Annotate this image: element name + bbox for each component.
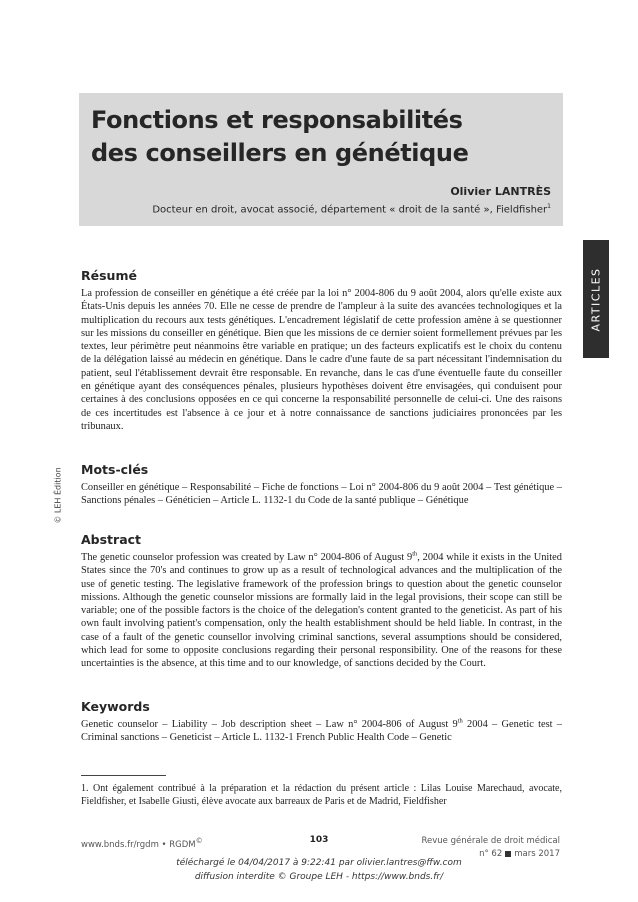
abstract-text [81, 551, 562, 671]
footnote-divider [81, 775, 166, 776]
affiliation-footnote-ref[interactable]: 1 [547, 203, 551, 210]
copyright-vertical [51, 440, 65, 550]
abstract-heading: Abstract [81, 532, 142, 547]
footer-website-text[interactable]: www.bnds.fr/rgdm • RGDM [81, 839, 196, 850]
affiliation-text: Docteur en droit, avocat associé, département « droit de la santé », Fieldfisher [152, 204, 548, 216]
author-affiliation [152, 203, 551, 215]
copyright-text: © LEH Édition [53, 466, 63, 524]
mots-cles-section [81, 462, 562, 508]
abstract-text-part-1: The genetic counselor profession was created by Law n° 2004-806 of August 9 [81, 552, 413, 563]
footnote: 1. Ont également contribué à la préparation et la rédaction du présent article : Lilas Louise Marechaud, avocate, Fieldfisher, et Isabelle Giusti, élève avocate aux barreaux de Paris et de Madrid, Fieldfisher [81, 783, 562, 807]
title-line-1: Fonctions et responsabilités [91, 106, 463, 134]
keywords-text [81, 718, 562, 745]
abstract-superscript: th [412, 550, 418, 558]
article-title [91, 104, 468, 170]
footer-website-sup: © [195, 836, 203, 845]
resume-section [81, 268, 562, 433]
mots-cles-text: Conseiller en génétique – Responsabilité – Fiche de fonctions – Loi n° 2004-806 du 9 août 2004 – Test génétique – Sanctions pénales – Généticien – Article L. 1132-1 du Code de la santé publique – Génétique [81, 482, 562, 507]
issue-date: mars 2017 [514, 849, 560, 859]
keywords-text-part-2: 2004 – Genetic test – Criminal sanctions – Geneticist – Article L. 1132-1 French Public Health Code – Genetic [81, 719, 562, 744]
issue-number: n° 62 [479, 849, 503, 859]
section-tab-articles [583, 240, 609, 358]
download-notice: téléchargé le 04/04/2017 à 9:22:41 par olivier.lantres@ffw.com [176, 858, 462, 868]
title-line-2: des conseillers en génétique [91, 139, 469, 167]
resume-text: La profession de conseiller en génétique a été créée par la loi n° 2004-806 du 9 août 2004, alors qu'elle existe aux États-Unis depuis les années 70. Elle ne cesse de prendre de l'ampleur à la suite des avancées technologiques et la multiplication du recours aux tests génétiques. L'encadrement législatif de cette profession amène à se questionner sur les missions du conseiller en génétique. Bien que les missions de ce dernier soient formellement prévues par les textes, leur périmètre peut néanmoins être variable en pratique; un des facteurs explicatifs est le choix du contenu de la délégation laissé au médecin en génétique. Dans le cadre d'une faute de sa part nécessitant l'indemnisation du patient, seul l'établissement devrait être responsable. En revanche, dans le cas d'une éventuelle faute du conseiller en génétique ayant des conséquences pénales, plusieurs hypothèses doivent être envisagées, qui conduisent pour certaines à des conclusions opposées en ce qui concerne la responsabilité personnelle de celui-ci. Une des raisons de ces incertitudes est l'absence à ce jour et à notre connaissance de sanctions judiciaires prononcées par les tribunaux. [81, 288, 562, 432]
abstract-section [81, 532, 562, 671]
distribution-notice: diffusion interdite © Groupe LEH - https://www.bnds.fr/ [194, 872, 444, 882]
mots-cles-heading: Mots-clés [81, 462, 149, 477]
abstract-text-part-2: , 2004 while it exists in the United States since the 70's and continues to grow up as a result of technological advances and the multiplication of the use of genetic testing. The legislative framework of the profession brings to question about the genetic counselor missions. Although the genetic counselor missions are formally laid in the legal provisions, their scope can still be variable; one of the possible factors is the choice of the delegation's content granted to the geneticist. As part of his own fault involving patient's compensation, only the health establishment should be held liable. In contrast, in the case of a fault of the genetic counsellor involving criminal sanctions, several assumptions should be considered, which lead for some to opposite conclusions regarding their personal responsibility. One of the reasons for these uncertainties is the absence, at this time and to our knowledge, of sanctions decided by the Court. [81, 552, 562, 670]
keywords-heading: Keywords [81, 699, 150, 714]
keywords-superscript: th [457, 717, 463, 725]
separator-square-icon [505, 851, 511, 857]
page-number: 103 [309, 835, 329, 845]
keywords-text-part-1: Genetic counselor – Liability – Job description sheet – Law n° 2004-806 of August 9 [81, 719, 458, 730]
resume-heading: Résumé [81, 268, 137, 283]
journal-name: Revue générale de droit médical [421, 836, 560, 846]
section-tab-label: ARTICLES [589, 266, 603, 332]
keywords-section [81, 699, 562, 745]
article-header [79, 93, 563, 226]
author-name: Olivier LANTRÈS [450, 185, 551, 198]
